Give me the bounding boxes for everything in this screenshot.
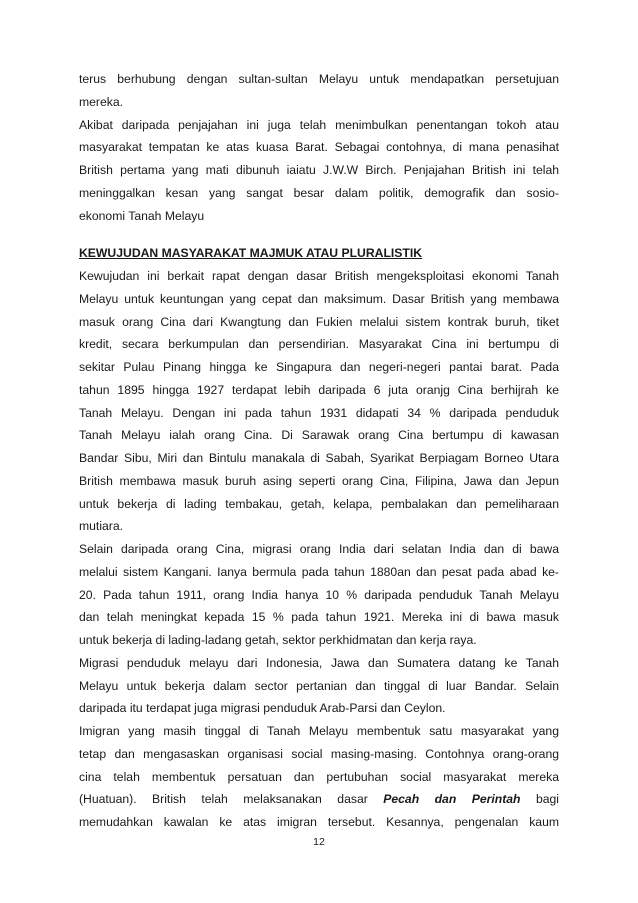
text-line-with-emphasis	[79, 788, 559, 811]
text-line: British pertama yang mati dibunuh iaiatu J.W.W Birch. Penjajahan British ini telah	[79, 163, 559, 177]
text-line: masuk orang Cina dari Kwangtung dan Fukien melalui sistem kontrak buruh, tiket	[79, 314, 559, 329]
document-page	[79, 68, 559, 834]
page-number: 12	[313, 836, 325, 848]
text-line: 20. Pada tahun 1911, orang India hanya 10 % daripada penduduk Tanah Melayu	[79, 587, 559, 602]
paragraph-imigran	[79, 720, 559, 834]
text-line: terus berhubung dengan sultan-sultan Melayu untuk mendapatkan persetujuan	[79, 72, 559, 86]
text-line: Tanah Melayu. Dengan ini pada tahun 1931 didapati 34 % daripada penduduk	[79, 405, 559, 420]
text-line: Selain daripada orang Cina, migrasi orang India dari selatan India dan di bawa	[79, 542, 559, 556]
text-line: Tanah Melayu ialah orang Cina. Di Sarawak orang Cina bertumpu di kawasan	[79, 428, 559, 443]
section-spacer	[79, 227, 559, 242]
paragraph-intro	[79, 68, 559, 114]
text-line: mereka.	[79, 94, 124, 109]
emphasized-phrase: Pecah dan Perintah	[383, 792, 521, 807]
text-line: cina telah membentuk persatuan dan pertubuhan social masyarakat mereka	[79, 769, 559, 784]
text-line: daripada itu terdapat juga migrasi penduduk Arab-Parsi dan Ceylon.	[79, 701, 446, 716]
text-line: dan telah meningkat kepada 15 % pada tahun 1921. Mereka ini di bawa masuk	[79, 610, 559, 625]
paragraph-migrasi	[79, 652, 559, 720]
text-line: Akibat daripada penjajahan ini juga telah menimbulkan penentangan tokoh atau	[79, 117, 559, 132]
text-line: melalui sistem Kangani. Ianya bermula pada tahun 1880an dan pesat pada abad ke-	[79, 564, 559, 579]
text-line: meninggalkan kesan yang sangat besar dalam politik, demografik dan sosio-	[79, 185, 559, 200]
text-line: untuk bekerja di lading tembakau, getah, kelapa, pembalakan dan pemeliharaan	[79, 496, 559, 511]
text-segment: (Huatuan). British telah melaksanakan dasar	[79, 792, 384, 807]
text-line: untuk bekerja di lading-ladang getah, sektor perkhidmatan dan kerja raya.	[79, 633, 477, 647]
text-line: Bandar Sibu, Miri dan Bintulu manakala di Sabah, Syarikat Berpiagam Borneo Utara	[79, 451, 559, 465]
text-line: British membawa masuk buruh asing seperti orang Cina, Filipina, Jawa dan Jepun	[79, 473, 559, 488]
text-line: masyarakat tempatan ke atas kuasa Barat. Sebagai contohnya, di mana penasihat	[79, 140, 559, 155]
text-line: Migrasi penduduk melayu dari Indonesia, Jawa dan Sumatera datang ke Tanah	[79, 655, 559, 670]
paragraph-kewujudan	[79, 265, 559, 538]
text-line: memudahkan kawalan ke atas imigran tersebut. Kesannya, pengenalan kaum	[79, 815, 559, 829]
text-line: sekitar Pulau Pinang hingga ke Singapura dan negeri-negeri pantai barat. Pada	[79, 360, 559, 374]
text-line: Imigran yang masih tinggal di Tanah Melayu membentuk satu masyarakat yang	[79, 724, 559, 738]
text-line: kredit, secara berkumpulan dan persendirian. Masyarakat Cina ini bertumpu di	[79, 337, 559, 352]
text-line: tetap dan mengasaskan organisasi social masing-masing. Contohnya orang-orang	[79, 746, 559, 761]
text-line: Melayu untuk bekerja dalam sector pertanian dan tinggal di luar Bandar. Selain	[79, 678, 559, 693]
text-line: ekonomi Tanah Melayu	[79, 208, 205, 223]
section-heading: KEWUJUDAN MASYARAKAT MAJMUK ATAU PLURALISTIK	[79, 246, 423, 261]
text-line: tahun 1895 hingga 1927 terdapat lebih daripada 6 juta oranjg Cina berhijrah ke	[79, 382, 559, 397]
text-line: Melayu untuk keuntungan yang cepat dan maksimum. Dasar British yang membawa	[79, 291, 559, 306]
paragraph-india	[79, 538, 559, 652]
text-line: Kewujudan ini berkait rapat dengan dasar British mengeksploitasi ekonomi Tanah	[79, 269, 559, 283]
text-line: mutiara.	[79, 519, 124, 534]
text-segment: bagi	[520, 792, 559, 807]
paragraph-akibat	[79, 114, 559, 228]
